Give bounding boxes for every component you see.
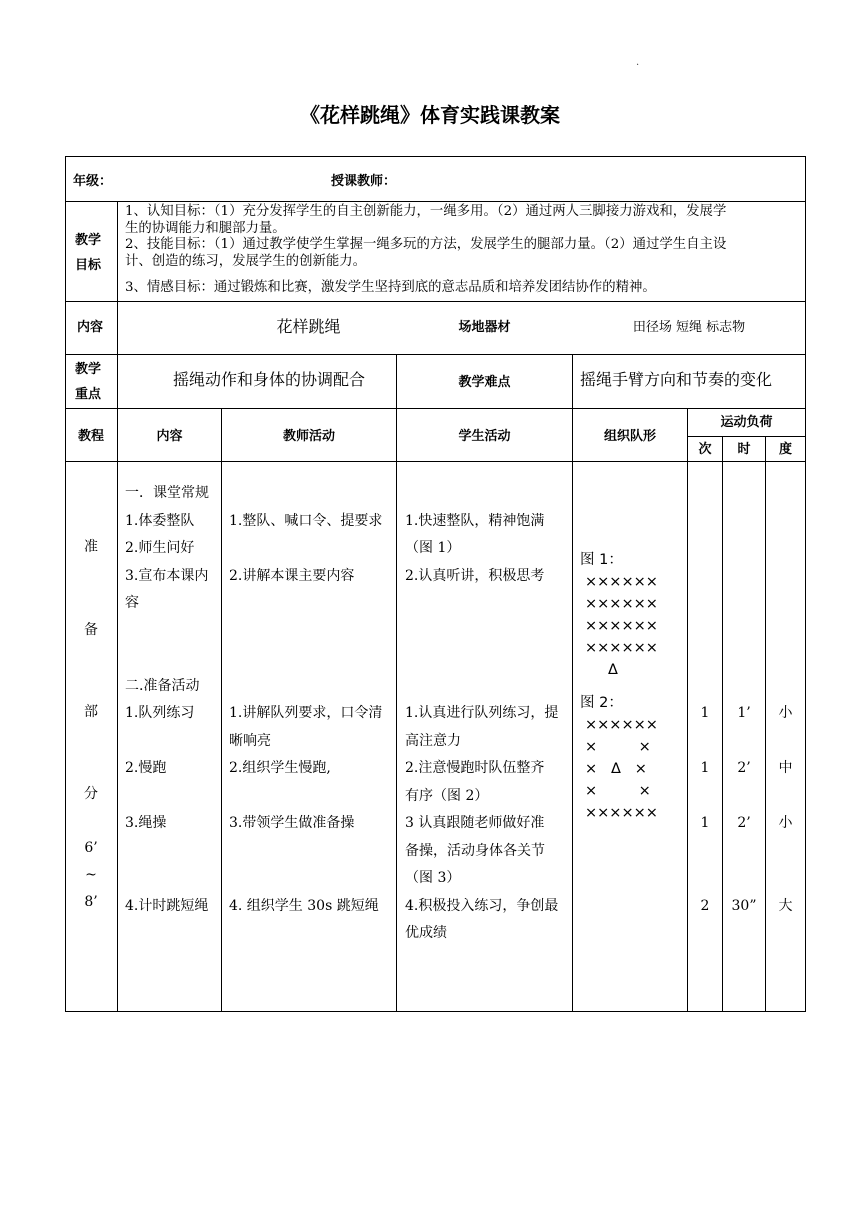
load-time: 2’	[737, 815, 751, 831]
content-line: 3.宣布本课内	[125, 567, 209, 584]
difficulty-value: 摇绳手臂方向和节奏的变化	[580, 370, 773, 389]
content-line: 3.绳操	[125, 815, 167, 831]
load-times: 1	[700, 815, 710, 831]
formation-row: ××××××	[585, 596, 658, 612]
student-activity-line: 1.认真进行队列练习，提	[405, 705, 559, 721]
col-stage: 教程	[77, 429, 104, 444]
load-time: 1’	[737, 705, 751, 721]
teacher-activity-line: 3.带领学生做准备操	[229, 815, 355, 831]
teacher-activity-line: 2.讲解本课主要内容	[229, 567, 355, 584]
page-title: 《花样跳绳》体育实践课教案	[300, 103, 560, 127]
load-times: 2	[700, 897, 710, 914]
content-line: 1.体委整队	[125, 512, 195, 529]
col-formation: 组织队形	[603, 429, 656, 444]
load-intensity: 中	[778, 760, 793, 776]
objectives-label-2: 目标	[75, 258, 102, 273]
student-activity-line: 1.快速整队，精神饱满	[405, 512, 545, 529]
student-activity-line: 优成绩	[405, 925, 447, 941]
formation-row: ××××××	[585, 618, 658, 634]
equipment-label: 场地器材	[458, 320, 511, 335]
content-line: 2.师生问好	[125, 540, 195, 556]
difficulty-label: 教学难点	[458, 375, 511, 390]
content-line: 2.慢跑	[125, 760, 167, 776]
stage-char: ~	[85, 867, 97, 883]
col-intensity: 度	[778, 442, 792, 457]
teacher-label: 授课教师：	[331, 174, 397, 189]
student-activity-line: 4.积极投入练习，争创最	[405, 897, 559, 914]
objective-line: 3、情感目标：通过锻炼和比赛，激发学生坚持到底的意志品质和培养发团结协作的精神。	[125, 280, 656, 295]
student-activity-line: 高注意力	[405, 732, 461, 749]
teacher-activity-line: 1.整队、喊口令、提要求	[229, 512, 383, 529]
formation-row: Δ	[585, 662, 618, 678]
fig1-label: 图 1：	[580, 552, 623, 568]
col-student: 学生活动	[458, 429, 511, 444]
formation-row: ××××××	[585, 717, 658, 733]
stage-char: 备	[84, 622, 98, 638]
key-value: 摇绳动作和身体的协调配合	[173, 370, 366, 389]
col-content: 内容	[156, 429, 183, 444]
student-activity-line: 3 认真跟随老师做好准	[405, 815, 545, 831]
objectives-label-1: 教学	[75, 233, 102, 248]
student-activity-line: （图 3）	[405, 870, 461, 886]
fig2-label: 图 2：	[580, 695, 623, 711]
equipment-value: 田径场 短绳 标志物	[632, 320, 746, 335]
teacher-activity-line: 1.讲解队列要求，口令清	[229, 705, 383, 721]
col-times: 次	[698, 442, 712, 457]
teacher-activity-line: 晰响亮	[229, 732, 271, 749]
content-line: 1.队列练习	[125, 705, 195, 721]
col-teacher: 教师活动	[282, 429, 335, 444]
load-times: 1	[700, 760, 710, 776]
lesson-plan-table	[65, 156, 806, 1012]
grade-label: 年级：	[73, 174, 113, 189]
formation-row: ××××××	[585, 805, 658, 821]
content-line: 容	[125, 595, 139, 611]
content-label: 内容	[77, 320, 104, 335]
student-activity-line: 备操，活动身体各关节	[405, 842, 545, 859]
col-time: 时	[737, 442, 751, 457]
stage-char: 分	[84, 786, 98, 802]
formation-row: × ×	[585, 783, 651, 799]
load-times: 1	[700, 705, 710, 721]
content-value: 花样跳绳	[276, 317, 341, 336]
key-label-1: 教学	[75, 362, 102, 377]
formation-row: × Δ ×	[585, 761, 647, 777]
load-intensity: 小	[778, 705, 793, 721]
student-activity-line: 2.认真听讲，积极思考	[405, 567, 545, 584]
load-intensity: 大	[778, 897, 793, 914]
student-activity-line: （图 1）	[405, 540, 461, 556]
key-label-2: 重点	[75, 387, 102, 402]
objective-line: 生的协调能力和腿部力量。	[125, 220, 286, 236]
formation-row: ××××××	[585, 574, 658, 590]
objective-line: 2、技能目标：（1）通过教学使学生掌握一绳多玩的方法，发展学生的腿部力量。（2）通过学生自主设	[125, 237, 727, 252]
teacher-activity-line: 4. 组织学生 30s 跳短绳	[229, 897, 379, 914]
formation-row: ××××××	[585, 640, 658, 656]
load-time: 30”	[731, 897, 757, 914]
objective-line: 1、认知目标：（1）充分发挥学生的自主创新能力，一绳多用。（2）通过两人三脚接力游戏和，发展学	[125, 204, 727, 219]
objective-line: 计、创造的练习，发展学生的创新能力。	[125, 253, 367, 269]
load-intensity: 小	[778, 815, 793, 831]
content-line: 一．课堂常规	[125, 485, 209, 501]
col-load: 运动负荷	[720, 415, 773, 430]
content-line: 二.准备活动	[125, 677, 200, 694]
stage-char: 8’	[84, 894, 98, 910]
student-activity-line: 2.注意慢跑时队伍整齐	[405, 760, 545, 776]
stage-char: 准	[84, 539, 98, 555]
content-line: 4.计时跳短绳	[125, 897, 209, 914]
page-dot: .	[636, 57, 640, 68]
formation-row: × ×	[585, 739, 651, 755]
teacher-activity-line: 2.组织学生慢跑,	[229, 760, 331, 776]
stage-char: 部	[84, 704, 98, 720]
stage-char: 6’	[84, 840, 98, 856]
student-activity-line: 有序（图 2）	[405, 787, 489, 804]
load-time: 2’	[737, 760, 751, 776]
